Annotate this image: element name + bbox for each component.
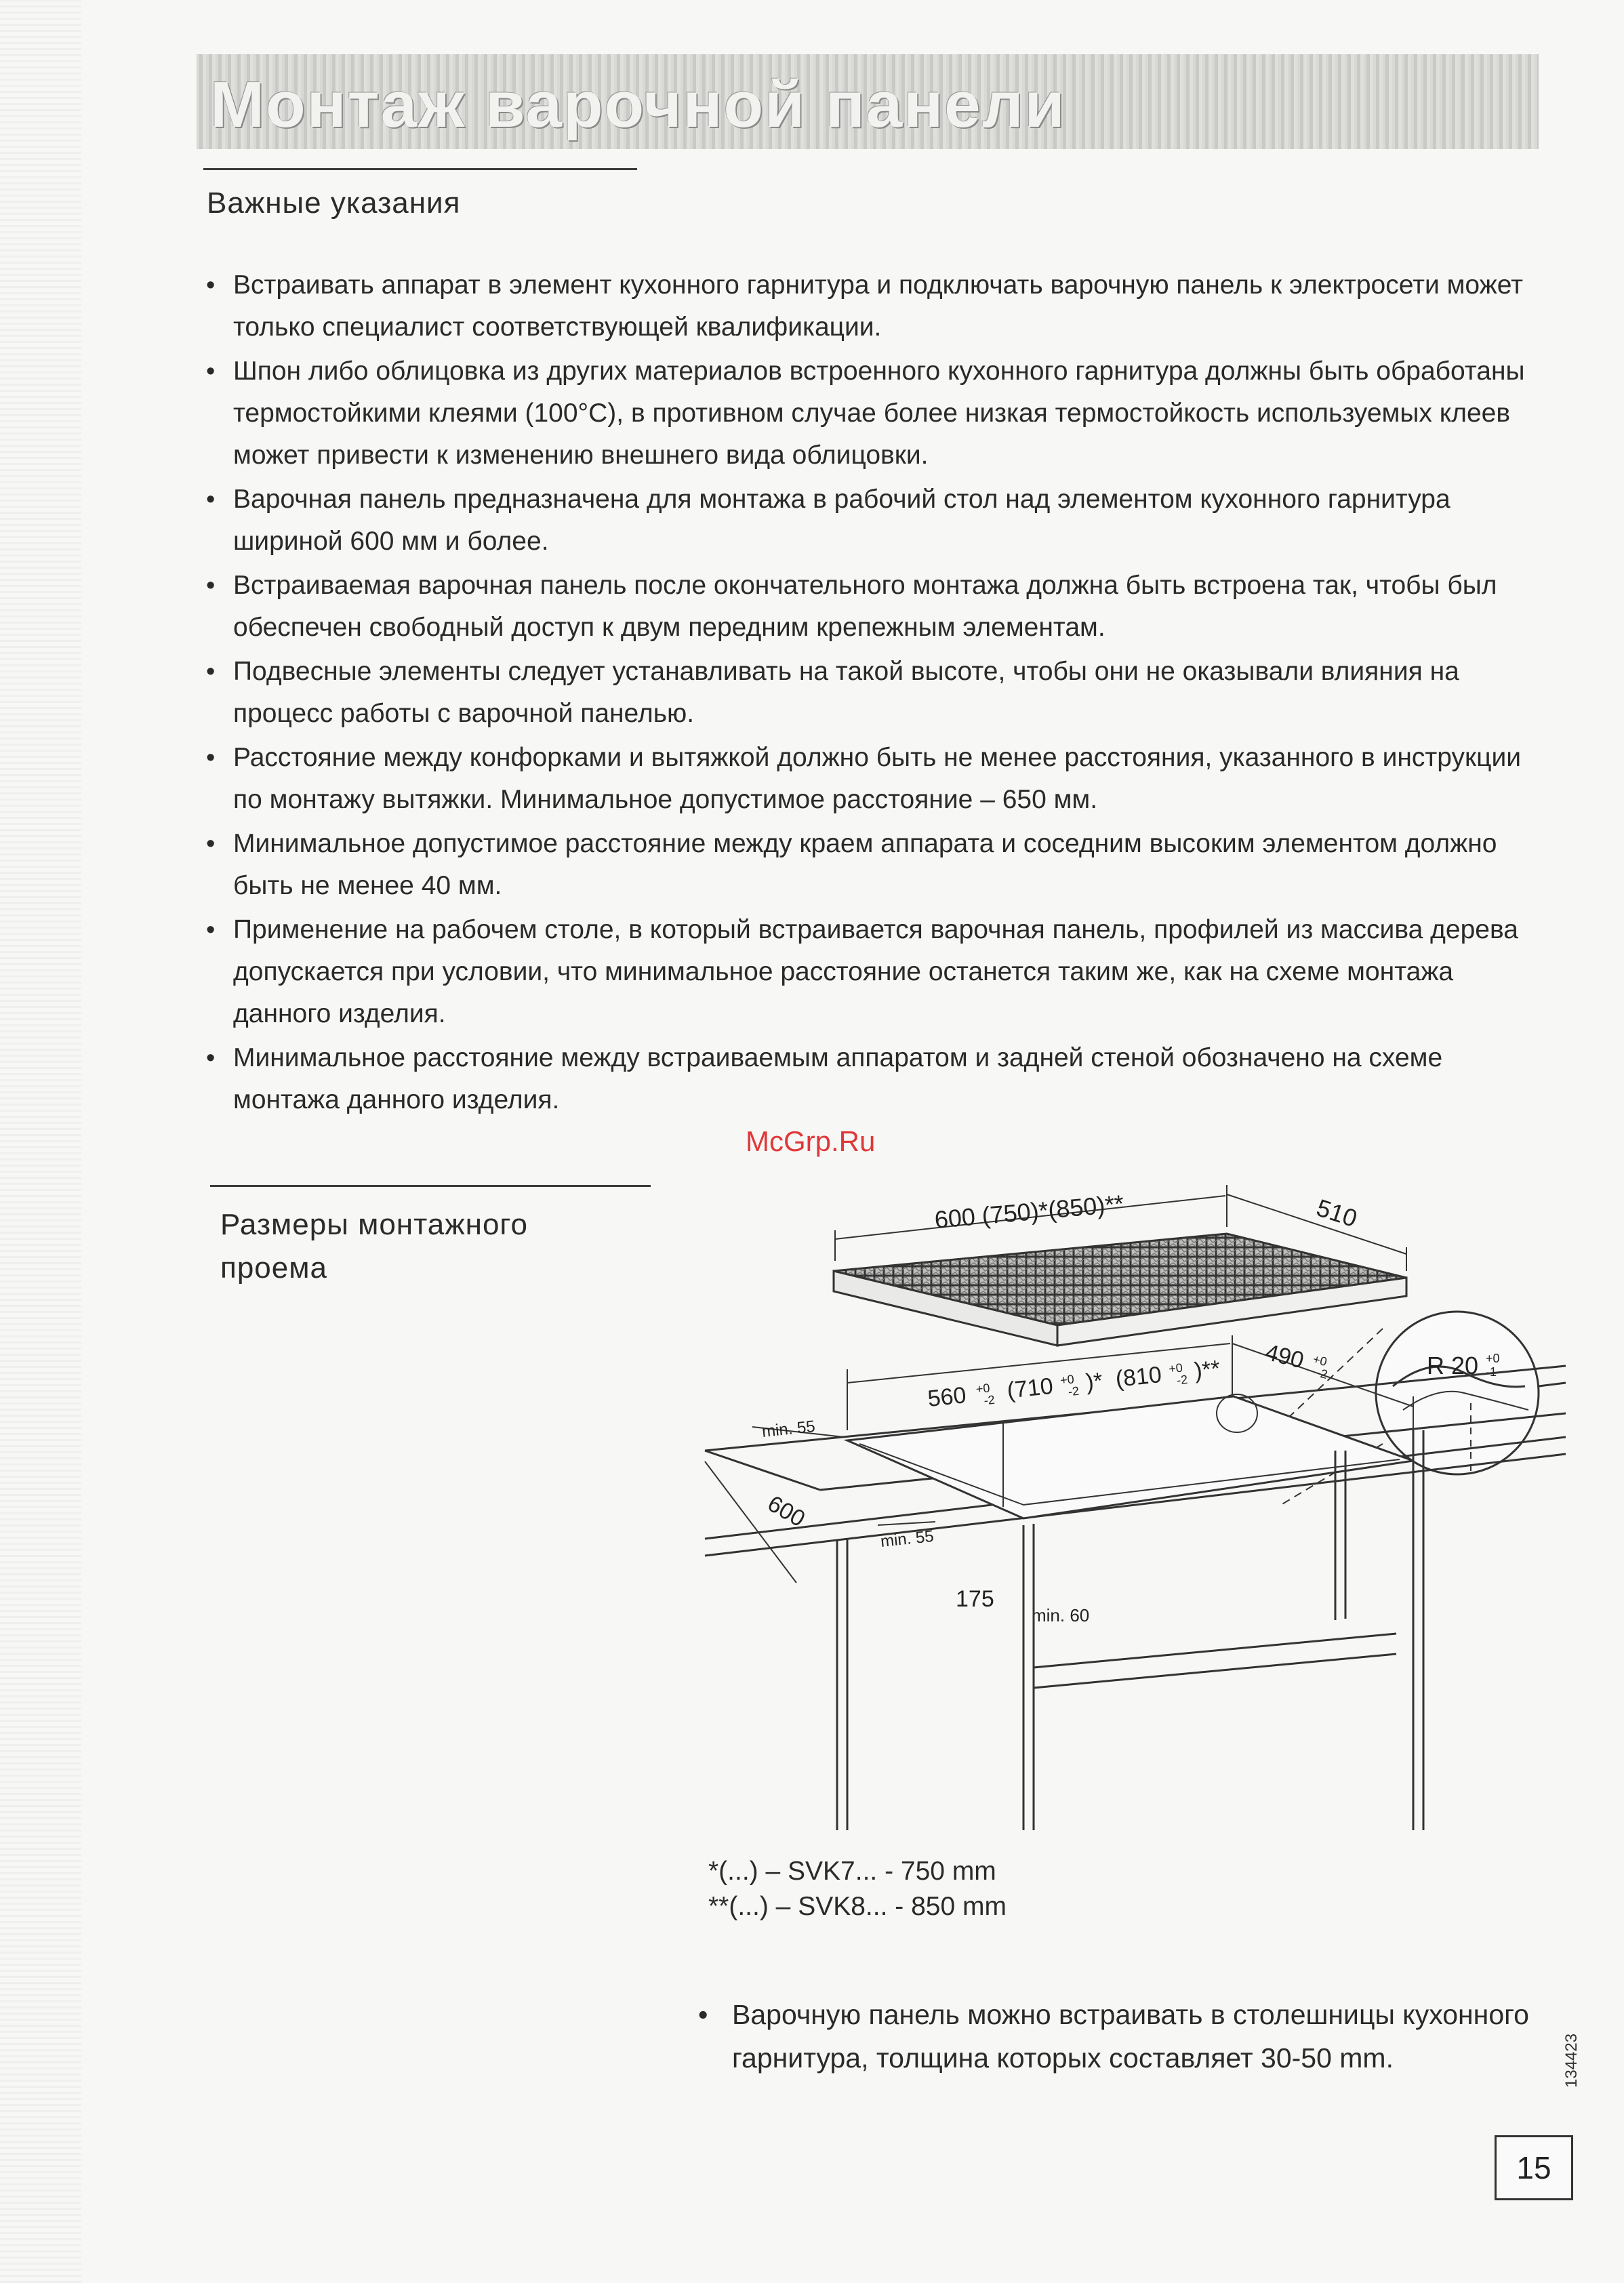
important-heading: Важные указания bbox=[207, 186, 461, 220]
cutout-opening bbox=[847, 1394, 1413, 1518]
min-bottom-label: min. 60 bbox=[1032, 1605, 1090, 1625]
page-number: 15 bbox=[1495, 2135, 1573, 2200]
footnote: **(...) – SVK8... - 850 mm bbox=[708, 1892, 1007, 1921]
hob-slab bbox=[834, 1234, 1406, 1346]
cutout-w2-suffix: )* bbox=[1084, 1368, 1104, 1396]
cutout-depth-value: 490 bbox=[1263, 1339, 1307, 1374]
list-item: • Варочная панель предназначена для монтажа в рабочий стол над элементом кухонного гарнитура шириной 600 мм и более. bbox=[203, 479, 1552, 563]
side-code: 134423 bbox=[1562, 2033, 1581, 2088]
section-rule-dimensions bbox=[210, 1185, 651, 1187]
list-item: • Применение на рабочем столе, в который встраивается варочная панель, профилей из массива дерева допускается при условии, что минимальное расстояние останется таким же, как на схеме монтажа данного изделия. bbox=[203, 909, 1552, 1035]
list-item: • Подвесные элементы следует устанавливать на такой высоте, чтобы они не оказывали влияния на процесс работы с варочной панелью. bbox=[203, 651, 1552, 735]
list-item: • Минимальное допустимое расстояние между краем аппарата и соседним высоким элементом должно быть не менее 40 мм. bbox=[203, 823, 1552, 907]
page-title: Монтаж варочной панели bbox=[210, 68, 1066, 141]
list-item: • Расстояние между конфорками и вытяжкой должно быть не менее расстояния, указанного в инструкции по монтажу вытяжки. Минимальное допустимое расстояние – 650 мм. bbox=[203, 737, 1552, 821]
hob-depth-label: 510 bbox=[1313, 1193, 1361, 1233]
cutout-depth-tol-top: +0 bbox=[1312, 1352, 1328, 1369]
list-item: • Встраиваемая варочная панель после окончательного монтажа должна быть встроена так, чтобы был обеспечен свободный доступ к двум передним крепежным элементам. bbox=[203, 565, 1552, 649]
cutout-w2: (710 bbox=[1005, 1373, 1055, 1404]
scan-edge-noise bbox=[0, 0, 81, 2283]
bullet-dot: • bbox=[698, 1999, 708, 2030]
dimensions-heading-line1: Размеры монтажного bbox=[220, 1208, 528, 1241]
cutout-w3: (810 bbox=[1114, 1361, 1163, 1392]
height-label: 175 bbox=[956, 1586, 994, 1612]
section-rule-top bbox=[203, 168, 637, 170]
counter-depth-label: 600 bbox=[763, 1491, 810, 1533]
list-item: • Шпон либо облицовка из других материалов встроенного кухонного гарнитура должны быть обработаны термостойкими клеями (100°С), в противном случае более низкая термостойкость используемых клеев может привести к изменению внешнего вида облицовки. bbox=[203, 350, 1552, 477]
dimensions-heading bbox=[220, 1203, 528, 1290]
list-item: • Встраивать аппарат в элемент кухонного гарнитура и подключать варочную панель к электросети может только специалист соответствующей квалификации. bbox=[203, 264, 1552, 348]
hob-width-label: 600 (750)*(850)** bbox=[933, 1189, 1125, 1234]
radius-label: R 20 bbox=[1427, 1352, 1479, 1379]
cutout-depth-label bbox=[1263, 1331, 1337, 1382]
cutout-depth-tol-bottom: -2 bbox=[1315, 1365, 1329, 1381]
cutout-w1: 560 bbox=[926, 1382, 968, 1412]
cutout-w3-suffix: )** bbox=[1193, 1355, 1221, 1384]
radius-tol-bottom: -1 bbox=[1486, 1365, 1497, 1379]
footnotes bbox=[708, 1854, 1007, 1924]
cutout-w1-tol-bottom: -2 bbox=[983, 1392, 996, 1408]
watermark[interactable]: McGrp.Ru bbox=[746, 1125, 876, 1157]
cutout-w2-tol-bottom: -2 bbox=[1067, 1383, 1080, 1399]
list-item: • Минимальное расстояние между встраиваемым аппаратом и задней стеной обозначено на схеме монтажа данного изделия. bbox=[203, 1037, 1552, 1121]
footnote: *(...) – SVK7... - 750 mm bbox=[708, 1857, 996, 1886]
cutout-w1-tol-top: +0 bbox=[975, 1381, 991, 1396]
install-note-text: Варочную панель можно встраивать в столешницы кухонного гарнитура, толщина которых составляет 30-50 mm. bbox=[732, 1999, 1529, 2074]
mounting-diagram bbox=[685, 1152, 1586, 1844]
cutout-w3-tol-top: +0 bbox=[1168, 1360, 1183, 1376]
radius-tol-top: +0 bbox=[1486, 1352, 1500, 1365]
dimensions-heading-line2: проема bbox=[220, 1251, 327, 1285]
cutout-w2-tol-top: +0 bbox=[1059, 1372, 1075, 1388]
min-back-label: min. 55 bbox=[760, 1417, 816, 1441]
cutout-w3-tol-bottom: -2 bbox=[1176, 1372, 1189, 1388]
min-front-label: min. 55 bbox=[879, 1527, 935, 1551]
important-list bbox=[203, 264, 1552, 1123]
install-note bbox=[698, 1993, 1606, 2080]
